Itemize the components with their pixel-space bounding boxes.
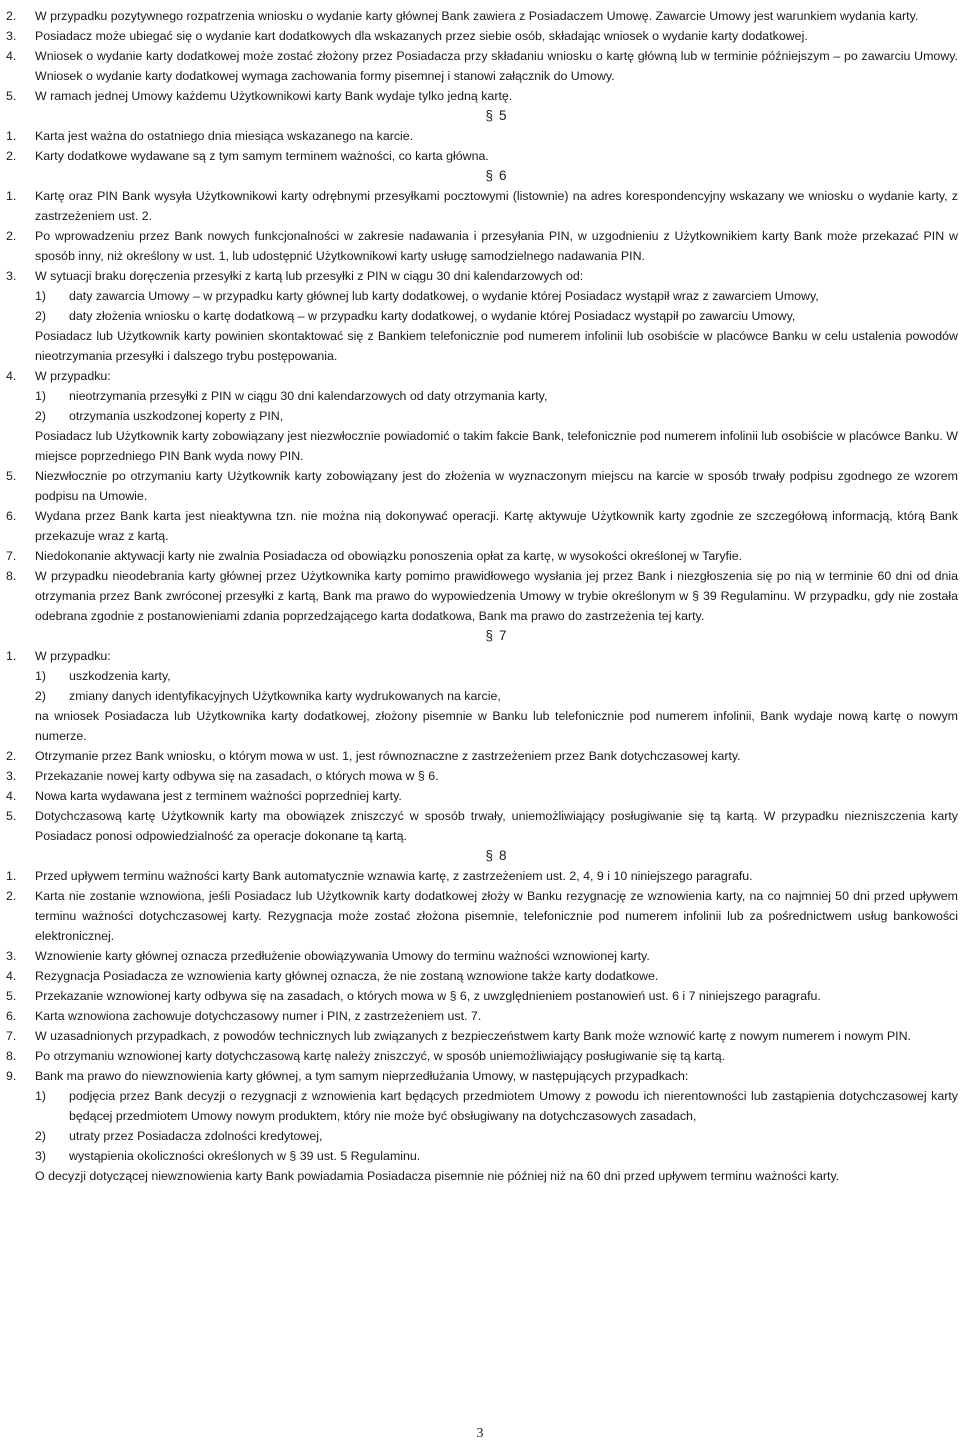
item-body [35, 366, 958, 466]
item-body [35, 946, 958, 966]
item-text: Karty dodatkowe wydawane są z tym samym terminem ważności, co karta główna. [35, 149, 489, 163]
sub-item [35, 286, 958, 306]
document-body [6, 6, 958, 1186]
list-item [6, 866, 958, 886]
list-item [6, 126, 958, 146]
item-number: 4. [6, 789, 17, 803]
sub-item-number: 1) [35, 289, 47, 303]
item-body [35, 86, 958, 106]
sub-item [35, 666, 958, 686]
item-body [35, 746, 958, 766]
section-number: 5 [499, 108, 507, 123]
sub-item-number: 2) [35, 409, 47, 423]
item-text: Karta wznowiona zachowuje dotychczasowy numer i PIN, z zastrzeżeniem ust. 7. [35, 1009, 482, 1023]
section-heading [6, 626, 958, 646]
item-body [35, 26, 958, 46]
list-item [6, 746, 958, 766]
item-number: 1. [6, 129, 17, 143]
sub-item-number: 1) [35, 389, 47, 403]
list-item [6, 806, 958, 846]
item-number: 6. [6, 1009, 17, 1023]
item-body [35, 886, 958, 946]
item-body [35, 186, 958, 226]
list-item [6, 146, 958, 166]
section-heading [6, 166, 958, 186]
item-text: Rezygnacja Posiadacza ze wznowienia karty głównej oznacza, że nie zostaną wznowione także karty dodatkowe. [35, 969, 659, 983]
list-item [6, 1046, 958, 1066]
section-sign: § [485, 628, 493, 643]
list-item [6, 886, 958, 946]
list-item [6, 26, 958, 46]
sub-item [35, 306, 958, 326]
sub-item [35, 406, 958, 426]
item-number: 5. [6, 809, 17, 823]
sub-item-text: zmiany danych identyfikacyjnych Użytkownika karty wydrukowanych na karcie, [69, 689, 501, 703]
item-number: 1. [6, 869, 17, 883]
item-body [35, 786, 958, 806]
sub-item-text: uszkodzenia karty, [69, 669, 171, 683]
item-text: Wniosek o wydanie karty dodatkowej może zostać złożony przez Posiadacza przy składaniu wniosku o kartę główną lub w terminie późniejszym – po zawarciu Umowy. Wniosek o wydanie karty dodatkowej wymaga zachowania formy pisemnej i stanowi załącznik do Umowy. [35, 49, 958, 83]
list-item [6, 966, 958, 986]
sub-item [35, 686, 958, 706]
item-body [35, 46, 958, 86]
item-text: W uzasadnionych przypadkach, z powodów technicznych lub związanych z bezpieczeństwem karty Bank może wznowić kartę z nowym numerem i nowym PIN. [35, 1029, 911, 1043]
list-item [6, 986, 958, 1006]
item-number: 1. [6, 189, 17, 203]
item-number: 4. [6, 969, 17, 983]
item-body [35, 766, 958, 786]
item-body [35, 146, 958, 166]
list-item [6, 546, 958, 566]
item-number: 7. [6, 1029, 17, 1043]
sub-item-text: nieotrzymania przesyłki z PIN w ciągu 30 dni kalendarzowych od daty otrzymania karty, [69, 389, 548, 403]
item-body [35, 986, 958, 1006]
list-item [6, 186, 958, 226]
item-text: Po otrzymaniu wznowionej karty dotychczasową kartę należy zniszczyć, w sposób uniemożliwiający posługiwanie się tą kartą. [35, 1049, 726, 1063]
sub-item-text: utraty przez Posiadacza zdolności kredytowej, [69, 1129, 323, 1143]
sub-item-text: podjęcia przez Bank decyzji o rezygnacji z wznowienia kart będących przedmiotem Umowy z powodu ich nierentowności lub zastąpienia dotychczasowej karty będącej przedmiotem Umowy nowym produktem, który nie może być obsługiwany na dotychczasowych zasadach, [69, 1089, 958, 1123]
item-body [35, 1066, 958, 1186]
item-number: 8. [6, 1049, 17, 1063]
item-text: Niezwłocznie po otrzymaniu karty Użytkownik karty zobowiązany jest do złożenia w wyznaczonym miejscu na karcie w sposób trwały podpisu zgodnego ze wzorem podpisu na Umowie. [35, 469, 958, 503]
sub-item [35, 1126, 958, 1146]
item-body [35, 126, 958, 146]
item-body [35, 866, 958, 886]
item-text: Karta jest ważna do ostatniego dnia miesiąca wskazanego na karcie. [35, 129, 414, 143]
item-text: Bank ma prawo do niewznowienia karty głównej, a tym samym nieprzedłużania Umowy, w następujących przypadkach: [35, 1069, 689, 1083]
item-continuation: na wniosek Posiadacza lub Użytkownika karty dodatkowej, złożony pisemnie w Banku lub telefonicznie pod numerem infolinii, Bank wydaje nową kartę o nowym numerze. [35, 709, 958, 743]
item-text: Wydana przez Bank karta jest nieaktywna tzn. nie można nią dokonywać operacji. Kartę aktywuje Użytkownik karty zgodnie ze szczegółową informacją, którą Bank przekazuje wraz z kartą. [35, 509, 958, 543]
list-item [6, 86, 958, 106]
item-text: W przypadku nieodebrania karty głównej przez Użytkownika karty pomimo prawidłowego wysłania jej przez Bank i niezgłoszenia się po nią w terminie 60 dni od dnia otrzymania przez Bank zwróconej przesyłki z kartą, Bank ma prawo do wypowiedzenia Umowy w trybie określonym w § 39 Regulaminu. W przypadku, gdy nie została odebrana zgodnie z postanowieniami zdania poprzedzającego karta dodatkowa, Bank ma prawo do zastrzeżenia tej karty. [35, 569, 958, 623]
sub-item-text: wystąpienia okoliczności określonych w § 39 ust. 5 Regulaminu. [69, 1149, 421, 1163]
item-number: 2. [6, 749, 17, 763]
section-sign: § [485, 848, 493, 863]
item-text: Kartę oraz PIN Bank wysyła Użytkownikowi karty odrębnymi przesyłkami pocztowymi (listownie) na adres korespondencyjny wskazany we wniosku o wydanie karty, z zastrzeżeniem ust. 2. [35, 189, 958, 223]
sub-item-number: 3) [35, 1149, 47, 1163]
page-number: 3 [476, 1426, 484, 1441]
section-heading [6, 106, 958, 126]
list-item [6, 1026, 958, 1046]
item-text: Przekazanie nowej karty odbywa się na zasadach, o których mowa w § 6. [35, 769, 439, 783]
item-body [35, 1026, 958, 1046]
list-item [6, 946, 958, 966]
item-text: Posiadacz może ubiegać się o wydanie kart dodatkowych dla wskazanych przez siebie osób, składając wniosek o wydanie karty dodatkowej. [35, 29, 808, 43]
item-number: 5. [6, 989, 17, 1003]
sub-item-number: 2) [35, 309, 47, 323]
section-sign: § [485, 108, 493, 123]
list-item [6, 766, 958, 786]
item-body [35, 1046, 958, 1066]
list-item [6, 1066, 958, 1186]
item-text: Dotychczasową kartę Użytkownik karty ma obowiązek zniszczyć w sposób trwały, uniemożliwiający posługiwanie się tą kartą. W przypadku niezniszczenia karty Posiadacz ponosi odpowiedzialność za operacje dokonane tą kartą. [35, 809, 958, 843]
item-text: W przypadku pozytywnego rozpatrzenia wniosku o wydanie karty głównej Bank zawiera z Posiadaczem Umowę. Zawarcie Umowy jest warunkiem wydania karty. [35, 9, 919, 23]
item-number: 4. [6, 49, 17, 63]
item-number: 9. [6, 1069, 17, 1083]
item-number: 6. [6, 509, 17, 523]
section-number: 7 [499, 628, 507, 643]
item-number: 5. [6, 469, 17, 483]
item-body [35, 466, 958, 506]
list-item [6, 1006, 958, 1026]
section-number: 6 [499, 168, 507, 183]
item-body [35, 6, 958, 26]
item-text: W sytuacji braku doręczenia przesyłki z kartą lub przesyłki z PIN w ciągu 30 dni kalendarzowych od: [35, 269, 584, 283]
sub-item-number: 1) [35, 669, 47, 683]
sub-item-text: daty złożenia wniosku o kartę dodatkową – w przypadku karty dodatkowej, o wydanie której Posiadacz wystąpił po zawarciu Umowy, [69, 309, 796, 323]
item-number: 2. [6, 229, 17, 243]
item-body [35, 226, 958, 266]
sub-item-text: daty zawarcia Umowy – w przypadku karty głównej lub karty dodatkowej, o wydanie której Posiadacz wystąpił wraz z zawarciem Umowy, [69, 289, 819, 303]
item-number: 3. [6, 29, 17, 43]
sub-item [35, 1086, 958, 1126]
item-number: 8. [6, 569, 17, 583]
list-item [6, 566, 958, 626]
sub-item [35, 1146, 958, 1166]
item-number: 3. [6, 769, 17, 783]
item-number: 3. [6, 269, 17, 283]
section-sign: § [485, 168, 493, 183]
item-body [35, 806, 958, 846]
list-item [6, 226, 958, 266]
item-number: 4. [6, 369, 17, 383]
sub-item [35, 386, 958, 406]
list-item [6, 266, 958, 366]
item-text: Po wprowadzeniu przez Bank nowych funkcjonalności w zakresie nadawania i przesyłania PIN, w uzgodnieniu z Użytkownikiem karty Bank może przekazać PIN w sposób inny, niż określony w ust. 1, lub udostępnić Użytkownikowi karty usługę samodzielnego nadawania PIN. [35, 229, 958, 263]
list-item [6, 506, 958, 546]
item-text: Wznowienie karty głównej oznacza przedłużenie obowiązywania Umowy do terminu ważności wznowionej karty. [35, 949, 650, 963]
sub-item-number: 2) [35, 1129, 47, 1143]
item-body [35, 646, 958, 746]
item-text: Karta nie zostanie wznowiona, jeśli Posiadacz lub Użytkownik karty dodatkowej złoży w Banku rezygnację ze wznowienia karty, na co najmniej 50 dni przed upływem terminu ważności dotychczasowej karty. Rezygnacja może zostać złożona pisemnie, telefonicznie pod numerem infolinii lub za pośrednictwem usług bankowości elektronicznej. [35, 889, 958, 943]
item-text: Przekazanie wznowionej karty odbywa się na zasadach, o których mowa w § 6, z uwzględnieniem postanowień ust. 6 i 7 niniejszego paragrafu. [35, 989, 821, 1003]
item-number: 2. [6, 149, 17, 163]
list-item [6, 646, 958, 746]
sub-item-number: 1) [35, 1089, 47, 1103]
item-body [35, 1006, 958, 1026]
item-continuation: Posiadacz lub Użytkownik karty powinien skontaktować się z Bankiem telefonicznie pod numerem infolinii lub osobiście w placówce Banku w celu ustalenia powodów nieotrzymania przesyłki i dalszego trybu postępowania. [35, 329, 958, 363]
item-text: W przypadku: [35, 369, 111, 383]
item-number: 2. [6, 889, 17, 903]
item-text: W ramach jednej Umowy każdemu Użytkownikowi karty Bank wydaje tylko jedną kartę. [35, 89, 513, 103]
item-text: Nowa karta wydawana jest z terminem ważności poprzedniej karty. [35, 789, 402, 803]
item-number: 2. [6, 9, 17, 23]
item-number: 7. [6, 549, 17, 563]
item-text: W przypadku: [35, 649, 111, 663]
list-item [6, 6, 958, 26]
section-heading [6, 846, 958, 866]
item-continuation: O decyzji dotyczącej niewznowienia karty Bank powiadamia Posiadacza pisemnie nie później niż na 60 dni przed upływem terminu ważności karty. [35, 1169, 840, 1183]
section-number: 8 [499, 848, 507, 863]
sub-item-number: 2) [35, 689, 47, 703]
item-text: Otrzymanie przez Bank wniosku, o którym mowa w ust. 1, jest równoznaczne z zastrzeżeniem przez Bank dotychczasowej karty. [35, 749, 741, 763]
list-item [6, 46, 958, 86]
item-body [35, 266, 958, 366]
item-body [35, 546, 958, 566]
item-number: 5. [6, 89, 17, 103]
item-number: 1. [6, 649, 17, 663]
item-text: Przed upływem terminu ważności karty Bank automatycznie wznawia kartę, z zastrzeżeniem ust. 2, 4, 9 i 10 niniejszego paragrafu. [35, 869, 753, 883]
list-item [6, 786, 958, 806]
item-text: Niedokonanie aktywacji karty nie zwalnia Posiadacza od obowiązku ponoszenia opłat za kartę, w wysokości określonej w Taryfie. [35, 549, 743, 563]
item-number: 3. [6, 949, 17, 963]
item-body [35, 566, 958, 626]
item-continuation: Posiadacz lub Użytkownik karty zobowiązany jest niezwłocznie powiadomić o takim fakcie Bank, telefonicznie pod numerem infolinii lub osobiście w placówce Banku. W miejsce poprzedniego PIN Bank wyda nowy PIN. [35, 429, 958, 463]
sub-item-text: otrzymania uszkodzonej koperty z PIN, [69, 409, 284, 423]
list-item [6, 466, 958, 506]
item-body [35, 966, 958, 986]
item-body [35, 506, 958, 546]
list-item [6, 366, 958, 466]
